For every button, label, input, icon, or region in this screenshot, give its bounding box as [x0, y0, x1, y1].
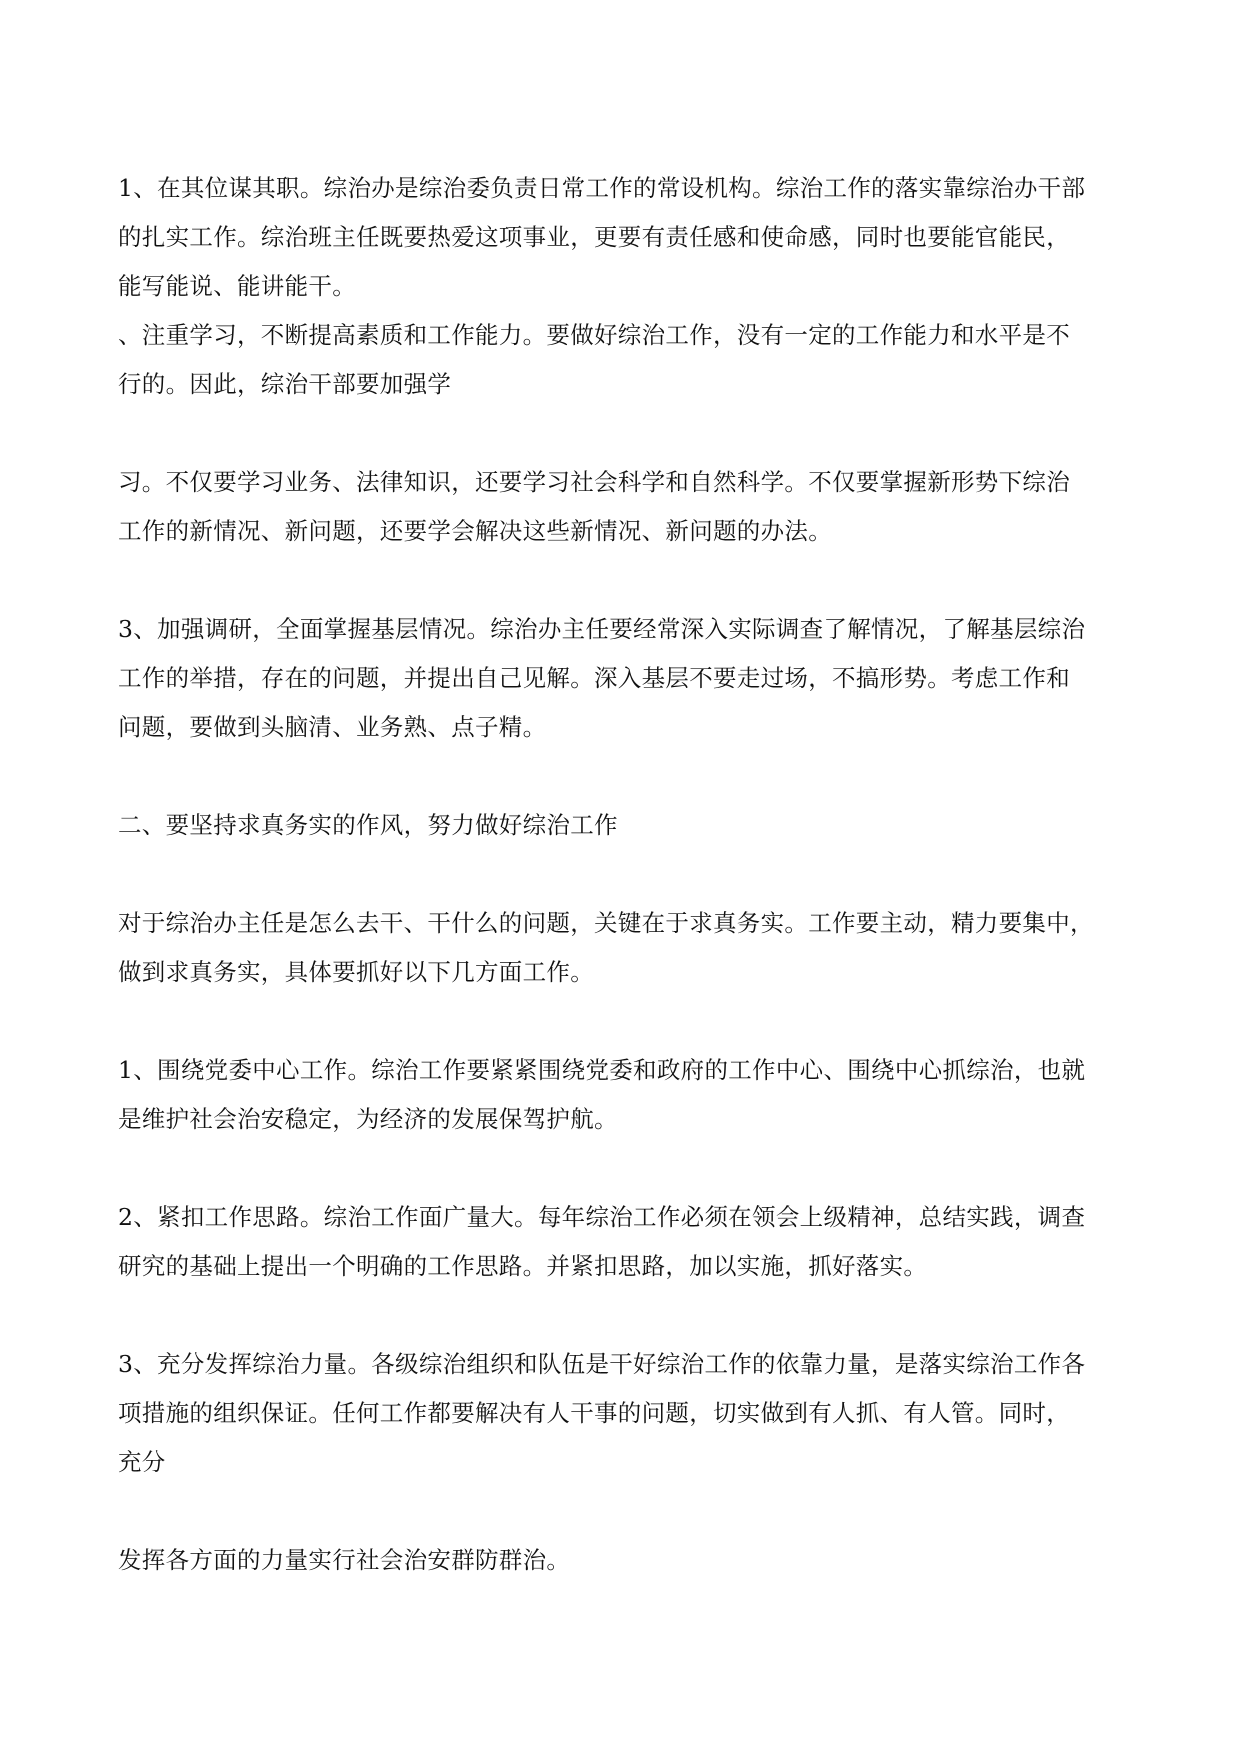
paragraph-4: [118, 605, 1122, 752]
text-line: 工作的新情况、新问题，还要学会解决这些新情况、新问题的办法。: [118, 517, 832, 545]
text-line: 习。不仅要学习业务、法律知识，还要学习社会科学和自然科学。不仅要掌握新形势下综治: [118, 468, 1070, 496]
paragraph-8: [118, 1340, 1122, 1487]
text-line: 1、围绕党委中心工作。综治工作要紧紧围绕党委和政府的工作中心、围绕中心抓综治，也就: [118, 1056, 1086, 1084]
text-line: 问题，要做到头脑清、业务熟、点子精。: [118, 713, 547, 741]
paragraph-7: [118, 1193, 1122, 1291]
text-line: 项措施的组织保证。任何工作都要解决有人干事的问题，切实做到有人抓、有人管。同时，: [118, 1399, 1070, 1427]
paragraph-6: [118, 1046, 1122, 1144]
text-line: 、注重学习，不断提高素质和工作能力。要做好综治工作，没有一定的工作能力和水平是不: [118, 321, 1070, 349]
text-line: 做到求真务实，具体要抓好以下几方面工作。: [118, 958, 594, 986]
text-line: 2、紧扣工作思路。综治工作面广量大。每年综治工作必须在领会上级精神，总结实践，调查: [118, 1203, 1086, 1231]
paragraph-3: [118, 458, 1122, 556]
text-line: 是维护社会治安稳定，为经济的发展保驾护航。: [118, 1105, 618, 1133]
paragraph-2: [118, 311, 1122, 409]
text-line: 能写能说、能讲能干。: [118, 272, 356, 300]
text-line: 的扎实工作。综治班主任既要热爱这项事业，更要有责任感和使命感，同时也要能官能民，: [118, 223, 1070, 251]
paragraph-1: [118, 164, 1122, 311]
text-line: 研究的基础上提出一个明确的工作思路。并紧扣思路，加以实施，抓好落实。: [118, 1252, 928, 1280]
text-line: 行的。因此，综治干部要加强学: [118, 370, 452, 398]
text-line: 工作的举措，存在的问题，并提出自己见解。深入基层不要走过场，不搞形势。考虑工作和: [118, 664, 1070, 692]
paragraph-5: [118, 899, 1122, 997]
paragraph-9: [118, 1536, 1122, 1585]
document-body: [118, 164, 1122, 1585]
text-line: 充分: [118, 1448, 166, 1476]
text-line: 3、充分发挥综治力量。各级综治组织和队伍是干好综治工作的依靠力量，是落实综治工作各: [118, 1350, 1086, 1378]
text-line: 1、在其位谋其职。综治办是综治委负责日常工作的常设机构。综治工作的落实靠综治办干部: [118, 174, 1086, 202]
text-line: 二、要坚持求真务实的作风，努力做好综治工作: [118, 811, 618, 839]
section-heading: [118, 801, 1122, 850]
text-line: 3、加强调研，全面掌握基层情况。综治办主任要经常深入实际调查了解情况，了解基层综治: [118, 615, 1086, 643]
text-line: 发挥各方面的力量实行社会治安群防群治。: [118, 1546, 571, 1574]
text-line: 对于综治办主任是怎么去干、干什么的问题，关键在于求真务实。工作要主动，精力要集中，: [118, 909, 1094, 937]
